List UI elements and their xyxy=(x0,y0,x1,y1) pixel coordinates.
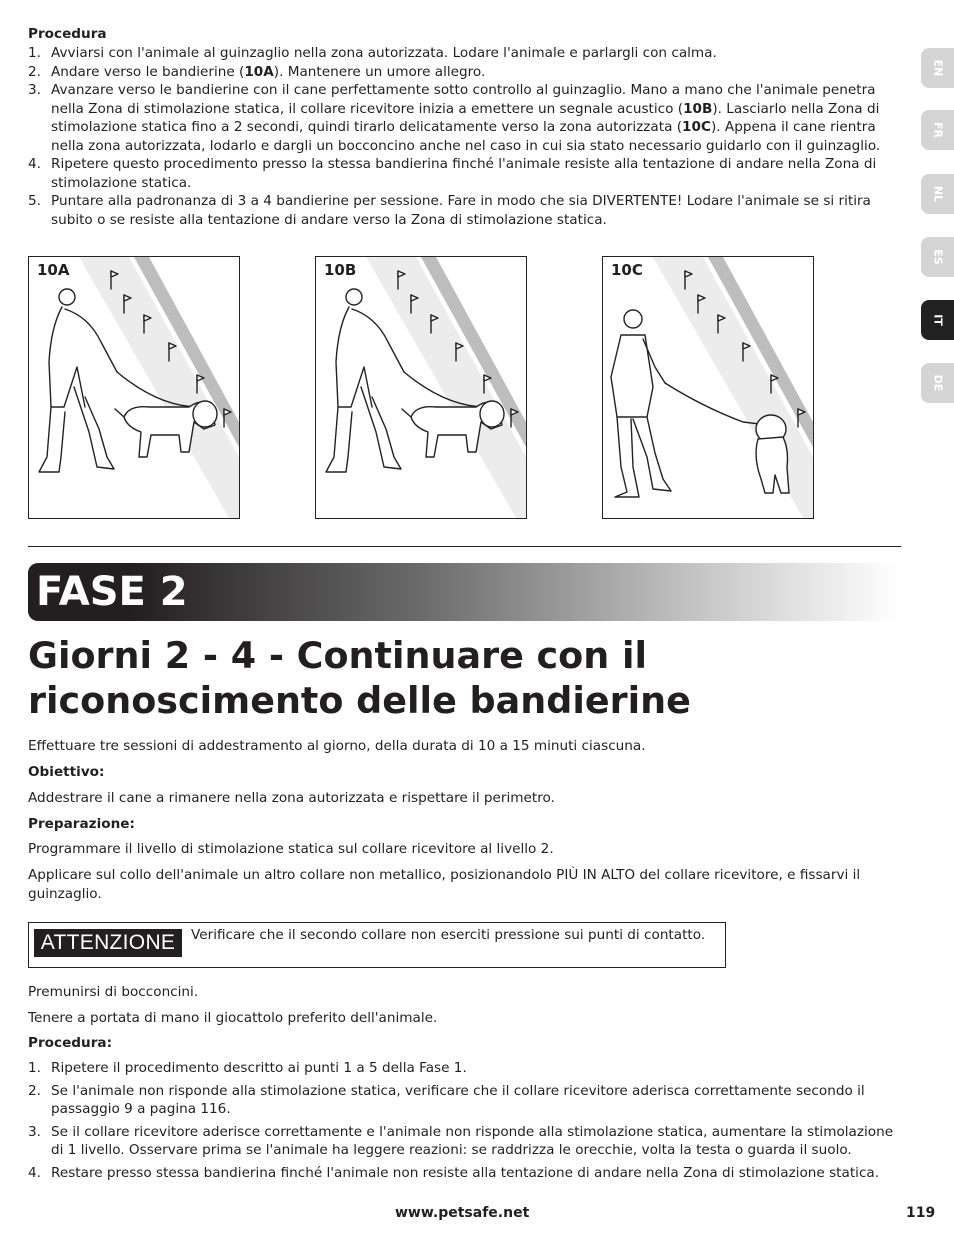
person-arm xyxy=(352,309,404,372)
figure-10c-label: 10C xyxy=(611,261,643,279)
dog-head xyxy=(193,401,217,427)
step-text: 10C xyxy=(682,119,711,135)
intro-text: Effettuare tre sessioni di addestramento al giorno, della durata di 10 a 15 minuti ciascuna. xyxy=(28,738,646,754)
section-divider xyxy=(28,546,901,547)
dog-tail xyxy=(402,409,411,417)
figure-10a xyxy=(28,256,240,519)
page-title: Giorni 2 - 4 - Continuare con il riconoscimento delle bandierine xyxy=(28,634,691,722)
lang-tab-de[interactable]: DE xyxy=(921,363,954,403)
step-text: 10B xyxy=(683,100,713,117)
figure-10c-illustration xyxy=(603,257,813,518)
phase-label: FASE 2 xyxy=(36,569,188,615)
preparation-heading: Preparazione: xyxy=(28,816,135,832)
step-text: Se il collare ricevitore aderisce correttamente e l'animale non risponde alla stimolazione statica, aumentare la stimolazione di 1 livello. Osservare prima se l'animale ha leggere reazioni: se raddrizza le orecchie, volta la testa o guarda il suolo. xyxy=(51,1123,894,1158)
figure-10c xyxy=(602,256,814,519)
procedure-step xyxy=(28,1123,894,1160)
figure-10a-illustration xyxy=(29,257,239,518)
person-body xyxy=(336,307,372,407)
dog-tail xyxy=(115,409,124,417)
person-leg-front xyxy=(361,387,401,469)
step-number: 5. xyxy=(28,193,41,209)
toy-text: Tenere a portata di mano il giocattolo preferito dell'animale. xyxy=(28,1010,438,1026)
step-number: 2. xyxy=(28,63,41,80)
footer-website[interactable]: www.petsafe.net xyxy=(395,1205,530,1221)
step-number: 1. xyxy=(28,1060,41,1076)
person-leg-back xyxy=(615,417,639,497)
figure-10b-illustration xyxy=(316,257,526,518)
step-text: Se l'animale non risponde alla stimolazione statica, verificare che il collare ricevitore aderisca correttamente secondo il passaggio 9 a pagina 116. xyxy=(51,1082,865,1117)
figure-10b xyxy=(315,256,527,519)
step-number: 2. xyxy=(28,1082,41,1099)
dog-body xyxy=(756,437,789,493)
procedure-step xyxy=(28,81,894,155)
phase-banner xyxy=(28,563,900,621)
step-text: Andare verso le bandierine ( xyxy=(51,63,245,80)
step-number: 4. xyxy=(28,156,41,172)
step-text: ). Appena il cane rientra nella zona autorizzata, lodarlo e dargli un bocconcino anche nel caso in cui sia stato necessario guidarlo con il guinzaglio. xyxy=(51,119,881,154)
top-procedure-heading: Procedura xyxy=(28,26,107,42)
step-text: 10A xyxy=(244,63,274,80)
step-text: Puntare alla padronanza di 3 a 4 bandierine per sessione. Fare in modo che sia DIVERTENTE! Lodare l'animale se si ritira subito o se resiste alla tentazione di andare verso la Zona di stimolazione statica. xyxy=(51,193,871,228)
step-text: Ripetere il procedimento descritto ai punti 1 a 5 della Fase 1. xyxy=(51,1060,467,1076)
preparation-text-1: Programmare il livello di stimolazione statica sul collare ricevitore al livello 2. xyxy=(28,841,554,857)
step-text: ). Lasciarlo nella Zona di stimolazione statica fino a 2 secondi, quindi tirarlo delicatamente verso la zona autorizzata ( xyxy=(51,100,880,135)
step-text: Ripetere questo procedimento presso la stessa bandierina finché l'animale resiste alla tentazione di andare nella Zona di stimolazione statica. xyxy=(51,156,877,191)
treats-text: Premunirsi di bocconcini. xyxy=(28,984,199,1000)
step-number: 3. xyxy=(28,82,41,98)
procedure-step xyxy=(28,44,894,63)
step-text: Restare presso stessa bandierina finché l'animale non resiste alla tentazione di andare nella Zona di stimolazione statica. xyxy=(51,1164,880,1181)
procedure-step xyxy=(28,155,894,192)
dog-head xyxy=(480,401,504,427)
step-text: ). Mantenere un umore allegro. xyxy=(273,63,486,80)
lang-tab-es[interactable]: ES xyxy=(921,237,954,277)
procedure-heading: Procedura: xyxy=(28,1035,113,1051)
procedure-step xyxy=(28,192,894,229)
person-head xyxy=(624,310,642,328)
lang-tab-en[interactable]: EN xyxy=(921,48,954,88)
step-text: Avanzare verso le bandierine con il cane perfettamente sotto controllo al guinzaglio. Mano a mano che l'animale penetra nella Zona di stimolazione statica, il collare ricevitore inizia a emettere un segnale acustico ( xyxy=(51,82,876,117)
person-leg-front xyxy=(633,417,671,491)
procedure-step xyxy=(28,1059,894,1078)
warning-text: Verificare che il secondo collare non eserciti pressione sui punti di contatto. xyxy=(191,927,706,943)
procedure-step xyxy=(28,63,894,82)
person-leg-back xyxy=(39,407,65,472)
person-leg-front xyxy=(74,387,114,469)
preparation-text-2: Applicare sul collo dell'animale un altro collare non metallico, posizionandolo PIÙ IN ALTO del collare ricevitore, e fissarvi il guinzaglio. xyxy=(28,867,861,902)
lang-tab-nl[interactable]: NL xyxy=(921,174,954,214)
person-head xyxy=(346,289,362,305)
person-body xyxy=(49,307,85,407)
lang-tab-fr[interactable]: FR xyxy=(921,110,954,150)
top-procedure-steps xyxy=(28,44,894,229)
procedure-step xyxy=(28,1164,894,1183)
person-head xyxy=(59,289,75,305)
step-text: Avviarsi con l'animale al guinzaglio nella zona autorizzata. Lodare l'animale e parlargli con calma. xyxy=(51,45,717,61)
objective-heading: Obiettivo: xyxy=(28,764,105,780)
step-number: 1. xyxy=(28,45,41,61)
phase-procedure-steps xyxy=(28,1059,894,1182)
step-number: 4. xyxy=(28,1164,41,1181)
step-number: 3. xyxy=(28,1123,41,1140)
figure-10b-label: 10B xyxy=(324,261,357,279)
procedure-step xyxy=(28,1082,894,1119)
page-number: 119 xyxy=(906,1205,936,1221)
lang-tab-it[interactable]: IT xyxy=(921,300,954,340)
objective-text: Addestrare il cane a rimanere nella zona autorizzata e rispettare il perimetro. xyxy=(28,790,555,806)
person-arm xyxy=(65,309,117,372)
warning-box xyxy=(28,922,726,968)
person-leg-back xyxy=(326,407,352,472)
warning-badge: ATTENZIONE xyxy=(34,929,182,957)
figure-10a-label: 10A xyxy=(37,261,70,279)
